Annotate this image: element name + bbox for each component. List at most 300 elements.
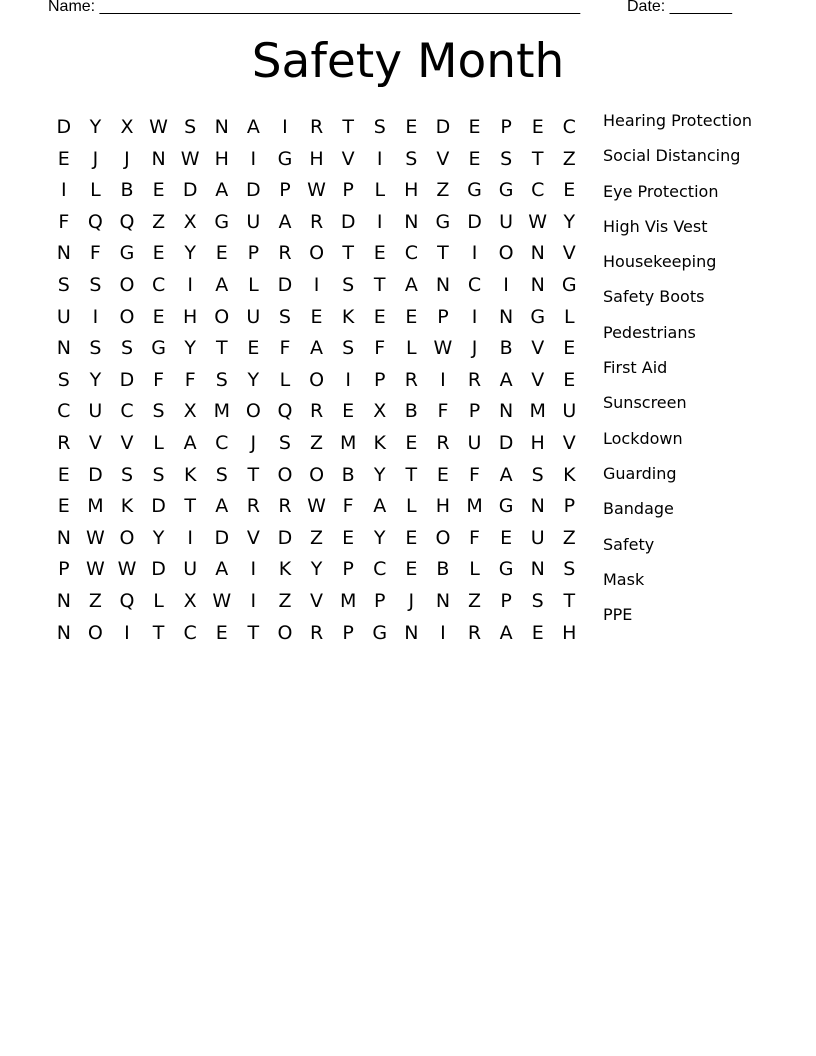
grid-letter: I	[92, 305, 99, 328]
grid-letter: A	[246, 116, 260, 138]
grid-letter: T	[247, 463, 260, 486]
grid-letter: H	[309, 147, 324, 170]
grid-letter: I	[250, 589, 257, 612]
grid-letter: G	[214, 210, 230, 233]
grid-letter: O	[119, 305, 135, 328]
grid-letter: R	[309, 621, 324, 644]
grid-letter: E	[405, 431, 418, 454]
grid-letter: E	[152, 305, 165, 328]
grid-letter: D	[182, 179, 198, 202]
grid-letter: I	[282, 116, 288, 138]
grid-letter: A	[278, 210, 292, 233]
grid-letter: O	[277, 463, 293, 486]
grid-letter: B	[341, 463, 355, 486]
grid-letter: L	[469, 558, 480, 581]
grid-letter: D	[151, 558, 166, 581]
grid-letter: C	[373, 558, 387, 581]
grid-letter: D	[214, 526, 230, 549]
grid-letter: G	[498, 558, 514, 581]
grid-letter: A	[183, 431, 197, 454]
grid-letter: F	[184, 368, 196, 391]
grid-letter: P	[279, 179, 291, 202]
grid-letter: L	[90, 179, 101, 202]
grid-letter: W	[117, 558, 137, 581]
grid-letter: A	[215, 273, 229, 296]
grid-letter: I	[250, 558, 257, 581]
grid-letter: I	[313, 273, 320, 296]
grid-letter: A	[215, 179, 229, 202]
grid-letter: E	[342, 400, 355, 423]
grid-letter: E	[57, 147, 70, 170]
grid-letter: N	[530, 242, 545, 265]
word-list-item: Bandage	[603, 499, 674, 519]
grid-letter: D	[56, 116, 72, 138]
grid-letter: Z	[278, 589, 292, 612]
grid-letter: N	[56, 621, 71, 644]
grid-letter: F	[374, 337, 386, 360]
grid-letter: P	[374, 589, 386, 612]
word-list-item: Hearing Protection	[603, 111, 753, 130]
grid-letter: D	[246, 179, 261, 202]
grid-letter: Z	[562, 526, 576, 549]
grid-letter: S	[215, 368, 228, 391]
grid-letter: F	[279, 337, 291, 360]
grid-letter: L	[564, 305, 575, 328]
grid-letter: R	[309, 400, 324, 423]
grid-letter: O	[277, 621, 293, 644]
grid-letter: E	[531, 116, 544, 138]
grid-letter: E	[342, 526, 355, 549]
grid-letter: Q	[87, 210, 103, 233]
grid-letter: C	[467, 273, 482, 296]
grid-letter: T	[405, 463, 418, 486]
grid-letter: D	[435, 116, 451, 138]
grid-letter: E	[247, 337, 260, 360]
grid-letter: O	[309, 242, 325, 265]
grid-letter: K	[563, 463, 576, 486]
grid-letter: S	[278, 305, 291, 328]
grid-letter: E	[57, 495, 70, 518]
grid-letter: E	[563, 368, 576, 391]
grid-row	[48, 176, 585, 208]
grid-letter: C	[215, 431, 229, 454]
grid-letter: E	[468, 147, 481, 170]
grid-letter: U	[183, 558, 198, 581]
grid-letter: N	[435, 589, 451, 612]
grid-letter: R	[278, 495, 292, 518]
grid-letter: D	[277, 273, 293, 296]
grid-letter: D	[340, 210, 356, 233]
grid-row	[48, 145, 585, 177]
grid-letter: J	[250, 431, 257, 454]
grid-letter: Y	[89, 116, 102, 138]
grid-letter: L	[153, 589, 164, 612]
grid-letter: Q	[277, 400, 293, 423]
grid-letter: C	[562, 116, 576, 138]
grid-letter: N	[530, 273, 545, 296]
grid-letter: A	[215, 495, 229, 518]
grid-letter: E	[405, 558, 418, 581]
grid-letter: S	[152, 463, 165, 486]
grid-letter: C	[57, 400, 71, 423]
name-field: Name: ______________________________________________________	[48, 0, 581, 15]
grid-letter: N	[56, 242, 71, 265]
grid-letter: S	[89, 273, 102, 296]
grid-letter: Z	[562, 147, 576, 170]
word-list-item: Lockdown	[603, 428, 683, 448]
grid-letter: T	[184, 495, 196, 518]
grid-letter: F	[469, 526, 480, 549]
grid-letter: M	[339, 431, 357, 454]
grid-letter: C	[151, 273, 166, 296]
grid-letter: E	[215, 242, 228, 265]
grid-letter: H	[404, 179, 419, 202]
grid-letter: P	[437, 305, 449, 328]
grid-letter: G	[435, 210, 451, 233]
grid-letter: U	[56, 305, 71, 328]
grid-letter: Z	[436, 179, 450, 202]
grid-letter: L	[153, 431, 164, 454]
grid-letter: O	[214, 305, 230, 328]
grid-letter: O	[309, 463, 325, 486]
grid-letter: M	[339, 589, 357, 612]
grid-letter: Q	[119, 210, 135, 233]
grid-row	[48, 239, 585, 271]
grid-letter: Y	[373, 463, 386, 486]
grid-letter: E	[500, 526, 513, 549]
grid-letter: M	[87, 495, 104, 518]
grid-letter: T	[215, 337, 228, 360]
grid-letter: E	[405, 526, 418, 549]
grid-letter: V	[531, 337, 545, 360]
grid-letter: X	[183, 210, 197, 233]
grid-letter: E	[373, 242, 386, 265]
grid-letter: O	[119, 526, 135, 549]
grid-letter: C	[120, 400, 134, 423]
grid-letter: Y	[563, 210, 576, 233]
grid-row	[48, 555, 585, 587]
grid-letter: I	[471, 305, 478, 328]
grid-letter: V	[246, 526, 260, 549]
grid-letter: S	[57, 273, 70, 296]
grid-letter: R	[404, 368, 418, 391]
grid-letter: V	[341, 147, 355, 170]
grid-letter: S	[342, 273, 355, 296]
grid-letter: H	[530, 431, 545, 454]
grid-letter: W	[180, 147, 200, 170]
grid-row	[48, 587, 585, 619]
grid-letter: R	[278, 242, 292, 265]
grid-letter: P	[342, 621, 354, 644]
grid-letter: N	[56, 337, 71, 360]
grid-letter: W	[307, 495, 326, 518]
grid-letter: J	[124, 147, 130, 170]
grid-letter: P	[563, 495, 576, 518]
grid-letter: K	[183, 463, 197, 486]
grid-letter: V	[120, 431, 134, 454]
word-list-item: Sunscreen	[603, 393, 687, 413]
grid-letter: D	[119, 368, 135, 391]
grid-letter: A	[499, 621, 513, 644]
grid-letter: O	[309, 368, 325, 391]
grid-letter: B	[436, 558, 450, 581]
grid-letter: P	[500, 116, 512, 138]
grid-letter: R	[246, 495, 260, 518]
word-search-grid	[48, 113, 585, 650]
grid-letter: I	[60, 179, 67, 202]
word-list-item: Mask	[603, 569, 645, 589]
word-list-item: Social Distancing	[603, 146, 741, 166]
grid-letter: V	[562, 242, 576, 265]
grid-letter: A	[215, 558, 229, 581]
grid-letter: I	[187, 526, 193, 549]
grid-letter: E	[310, 305, 323, 328]
grid-letter: A	[310, 337, 324, 360]
grid-letter: N	[151, 147, 166, 170]
grid-letter: I	[345, 368, 351, 391]
grid-letter: E	[436, 463, 449, 486]
grid-letter: T	[247, 621, 260, 644]
grid-letter: V	[562, 431, 576, 454]
grid-letter: N	[435, 273, 451, 296]
word-list	[603, 110, 752, 639]
grid-letter: I	[471, 242, 478, 265]
grid-letter: H	[435, 495, 451, 518]
grid-letter: G	[467, 179, 482, 202]
grid-letter: S	[373, 116, 386, 138]
grid-letter: E	[468, 116, 481, 138]
grid-letter: Y	[184, 337, 196, 360]
grid-letter: I	[187, 273, 193, 296]
grid-letter: I	[124, 621, 130, 644]
grid-letter: S	[500, 147, 513, 170]
grid-letter: C	[183, 621, 197, 644]
grid-letter: T	[152, 621, 165, 644]
grid-letter: Y	[247, 368, 260, 391]
word-list-item: Pedestrians	[603, 322, 696, 342]
grid-row	[48, 461, 585, 493]
grid-letter: S	[405, 147, 418, 170]
date-field: Date: _______	[627, 0, 732, 15]
page-title: Safety Month	[251, 34, 565, 89]
grid-letter: L	[248, 273, 259, 296]
grid-letter: Z	[310, 526, 324, 549]
grid-letter: X	[373, 400, 387, 423]
grid-letter: T	[342, 242, 354, 265]
grid-letter: Z	[468, 589, 482, 612]
grid-letter: P	[342, 179, 354, 202]
grid-letter: V	[531, 368, 545, 391]
grid-letter: E	[563, 179, 576, 202]
grid-letter: U	[246, 305, 261, 328]
grid-letter: M	[213, 400, 230, 423]
grid-letter: K	[341, 305, 355, 328]
grid-letter: G	[561, 273, 577, 296]
grid-letter: R	[309, 116, 324, 138]
grid-letter: F	[342, 495, 354, 518]
grid-row	[48, 524, 585, 556]
grid-letter: Y	[184, 242, 196, 265]
word-list-item: PPE	[603, 605, 633, 625]
grid-letter: I	[250, 147, 257, 170]
grid-letter: R	[57, 431, 71, 454]
grid-letter: M	[466, 495, 483, 518]
grid-letter: W	[433, 337, 453, 360]
word-list-item: High Vis Vest	[603, 216, 708, 236]
grid-letter: M	[529, 400, 546, 423]
grid-letter: F	[437, 400, 449, 423]
grid-letter: D	[277, 526, 293, 549]
grid-letter: A	[499, 463, 513, 486]
grid-row	[48, 397, 585, 429]
grid-letter: L	[374, 179, 386, 202]
grid-letter: Z	[88, 589, 102, 612]
grid-letter: P	[374, 368, 386, 391]
grid-row	[48, 113, 585, 145]
grid-letter: D	[88, 463, 103, 486]
grid-letter: P	[468, 400, 481, 423]
grid-letter: E	[57, 463, 70, 486]
grid-letter: K	[373, 431, 386, 454]
word-list-item: Safety	[603, 534, 655, 554]
grid-letter: C	[531, 179, 545, 202]
grid-letter: Y	[310, 558, 323, 581]
grid-letter: A	[499, 368, 513, 391]
grid-letter: W	[85, 526, 105, 549]
grid-letter: S	[89, 337, 102, 360]
grid-letter: A	[404, 273, 418, 296]
grid-letter: E	[405, 305, 418, 328]
grid-letter: W	[149, 116, 168, 138]
grid-letter: G	[498, 179, 514, 202]
grid-letter: C	[404, 242, 418, 265]
grid-letter: P	[58, 558, 70, 581]
grid-letter: U	[467, 431, 482, 454]
grid-letter: J	[471, 337, 478, 360]
grid-letter: X	[120, 116, 134, 138]
grid-letter: J	[92, 147, 99, 170]
grid-letter: N	[530, 495, 545, 518]
grid-letter: S	[152, 400, 165, 423]
grid-letter: U	[88, 400, 103, 423]
grid-letter: S	[531, 463, 544, 486]
grid-letter: B	[499, 337, 513, 360]
grid-letter: S	[57, 368, 70, 391]
grid-letter: N	[214, 116, 229, 138]
grid-letter: I	[440, 368, 446, 391]
grid-letter: G	[151, 337, 166, 360]
grid-letter: D	[498, 431, 514, 454]
grid-letter: N	[499, 305, 514, 328]
grid-letter: I	[376, 210, 383, 233]
grid-letter: N	[530, 558, 545, 581]
grid-letter: R	[467, 368, 482, 391]
grid-letter: T	[531, 147, 544, 170]
grid-letter: F	[58, 210, 70, 233]
grid-letter: P	[342, 558, 354, 581]
grid-letter: G	[372, 621, 388, 644]
grid-row	[48, 208, 585, 240]
grid-letter: I	[376, 147, 383, 170]
grid-letter: W	[307, 179, 326, 202]
grid-letter: V	[436, 147, 450, 170]
grid-letter: Y	[89, 368, 102, 391]
grid-letter: E	[215, 621, 228, 644]
grid-letter: S	[215, 463, 228, 486]
grid-letter: D	[151, 495, 166, 518]
grid-letter: U	[530, 526, 545, 549]
grid-letter: B	[404, 400, 418, 423]
grid-letter: A	[373, 495, 387, 518]
grid-letter: O	[435, 526, 451, 549]
grid-letter: P	[500, 589, 512, 612]
grid-letter: R	[436, 431, 450, 454]
word-list-item: Eye Protection	[603, 181, 719, 201]
grid-letter: Y	[373, 526, 386, 549]
grid-letter: J	[408, 589, 415, 612]
grid-letter: L	[406, 337, 417, 360]
grid-letter: U	[562, 400, 577, 423]
grid-row	[48, 619, 585, 651]
grid-letter: H	[183, 305, 198, 328]
grid-letter: F	[89, 242, 101, 265]
grid-letter: L	[279, 368, 291, 391]
grid-letter: P	[247, 242, 260, 265]
grid-letter: E	[405, 116, 418, 138]
grid-letter: U	[246, 210, 261, 233]
grid-letter: G	[530, 305, 546, 328]
grid-letter: T	[342, 116, 354, 138]
grid-letter: E	[563, 337, 576, 360]
grid-letter: S	[563, 558, 576, 581]
grid-letter: H	[214, 147, 229, 170]
grid-letter: S	[120, 463, 134, 486]
grid-row	[48, 334, 585, 366]
grid-letter: F	[469, 463, 480, 486]
grid-letter: W	[85, 558, 105, 581]
grid-letter: N	[56, 526, 71, 549]
grid-letter: N	[404, 621, 419, 644]
grid-row	[48, 492, 585, 524]
grid-letter: O	[245, 400, 261, 423]
grid-row	[48, 429, 585, 461]
grid-letter: E	[152, 242, 165, 265]
grid-letter: D	[467, 210, 482, 233]
grid-letter: R	[309, 210, 324, 233]
grid-letter: S	[184, 116, 197, 138]
grid-letter: Y	[152, 526, 165, 549]
grid-row	[48, 303, 585, 335]
grid-letter: E	[531, 621, 544, 644]
grid-row	[48, 271, 585, 303]
word-list-item: Guarding	[603, 463, 677, 483]
grid-letter: I	[503, 273, 509, 296]
grid-letter: S	[120, 337, 134, 360]
grid-letter: H	[562, 621, 577, 644]
grid-letter: T	[437, 242, 449, 265]
grid-letter: G	[119, 242, 135, 265]
grid-letter: I	[440, 621, 446, 644]
grid-letter: E	[152, 179, 165, 202]
grid-letter: U	[499, 210, 514, 233]
grid-letter: K	[278, 558, 292, 581]
grid-letter: V	[310, 589, 324, 612]
grid-letter: O	[119, 273, 135, 296]
grid-letter: Z	[152, 210, 166, 233]
grid-letter: X	[183, 589, 197, 612]
grid-letter: T	[373, 273, 386, 296]
word-list-item: Housekeeping	[603, 252, 717, 272]
